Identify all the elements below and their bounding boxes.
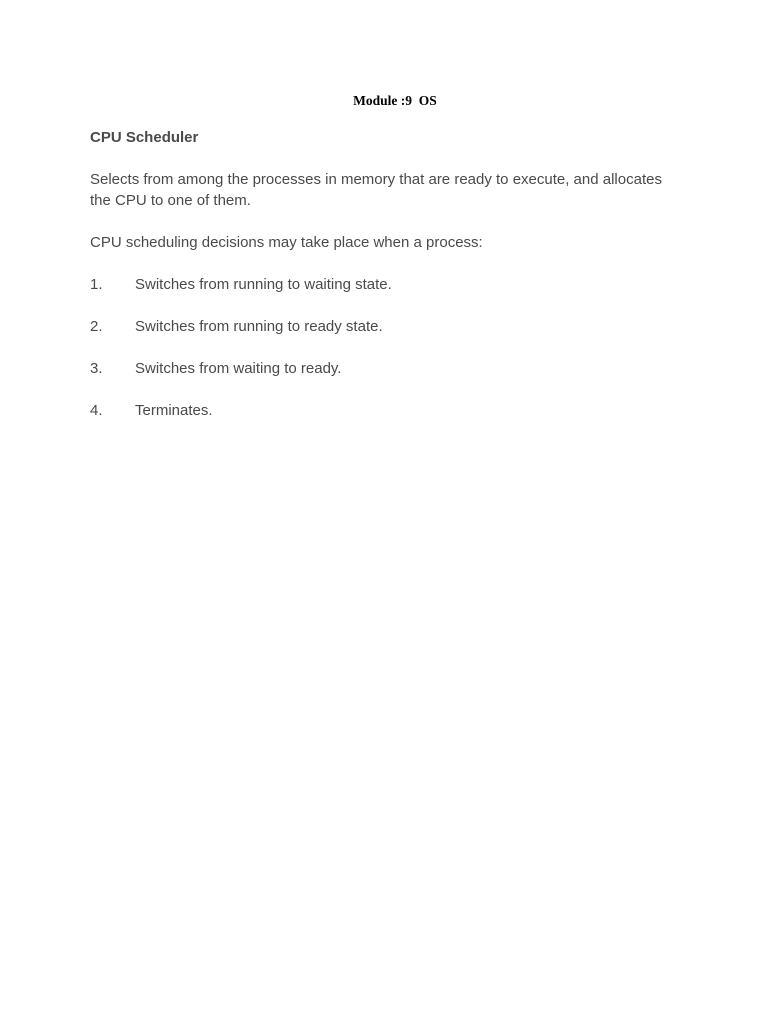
section-title: CPU Scheduler xyxy=(90,129,199,146)
paragraph-description: Selects from among the processes in memory that are ready to execute, and allocates the CPU to one of them. xyxy=(90,171,662,209)
document-content xyxy=(90,127,680,421)
list-item xyxy=(90,400,680,421)
list-text: Switches from running to ready state. xyxy=(135,318,383,335)
list-text: Switches from waiting to ready. xyxy=(135,360,342,377)
list-item xyxy=(90,358,680,379)
list-number: 1. xyxy=(90,276,103,293)
list-text: Switches from running to waiting state. xyxy=(135,276,392,293)
list-number: 2. xyxy=(90,318,103,335)
list-item xyxy=(90,316,680,337)
list-text: Terminates. xyxy=(135,402,213,419)
module-header: Module :9 OS xyxy=(353,93,437,108)
list-number: 3. xyxy=(90,360,103,377)
list-item xyxy=(90,274,680,295)
paragraph-decisions: CPU scheduling decisions may take place when a process: xyxy=(90,234,483,251)
list-number: 4. xyxy=(90,402,103,419)
decision-list xyxy=(90,274,680,421)
